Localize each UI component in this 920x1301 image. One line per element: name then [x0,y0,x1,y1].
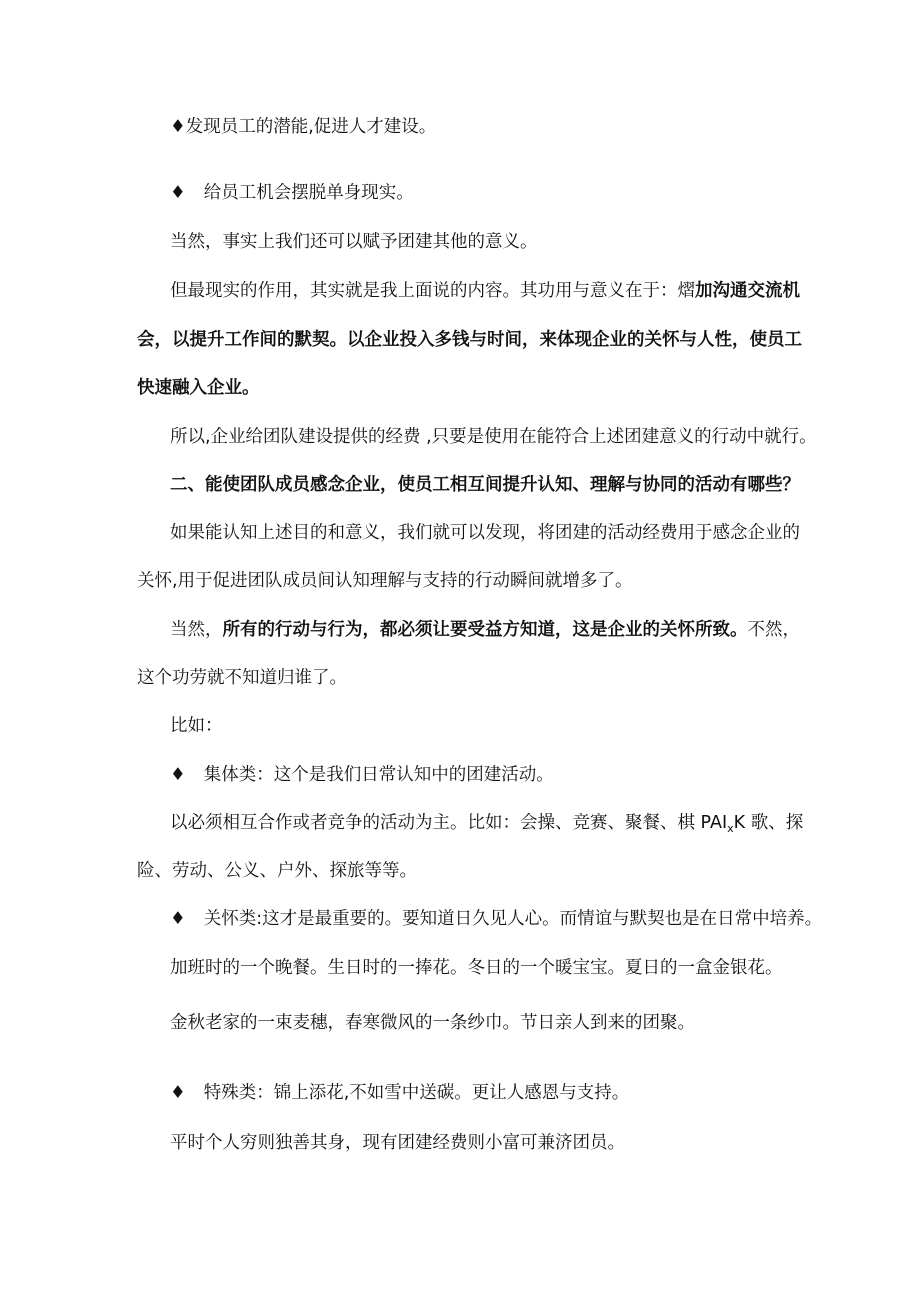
diamond-bullet-icon: ♦ [170,765,186,785]
paragraph-activities-line-2: 险、劳动、公义、户外、探旅等等。 [137,861,417,881]
bullet-paragraph-talent: ♦发现员工的潜能,促进人才建设。 [170,117,437,137]
paragraph-awareness-line-2: 这个功劳就不知道归谁了。 [137,668,347,688]
section-heading-2: 二、能使团队成员感念企业，使员工相互间提升认知、理解与协同的活动有哪些？ [170,475,800,495]
bullet-item-collective: ♦ 集体类：这个是我们日常认知中的团建活动。 [170,765,554,785]
paragraph-function-line-1: 但最现实的作用，其实就是我上面说的内容。其功用与意义在于：熠加沟通交流机 [170,281,800,301]
diamond-bullet-icon: ♦ [170,183,186,203]
diamond-bullet-icon: ♦ [170,1083,186,1103]
paragraph-purpose-line-1: 如果能认知上述目的和意义，我们就可以发现，将团建的活动经费用于感念企业的 [170,523,800,543]
paragraph-function-line-2: 会，以提升工作间的默契。以企业投入多钱与时间，来体现企业的关怀与人性，使员工 [137,330,802,350]
paragraph-purpose-line-2: 关怀,用于促进团队成员间认知理解与支持的行动瞬间就增多了。 [137,571,633,591]
paragraph-care-examples-2: 金秋老家的一束麦穗，春寒微风的一条纱巾。节日亲人到来的团聚。 [170,1013,695,1033]
paragraph-other-meanings: 当然，事实上我们还可以赋予团建其他的意义。 [170,232,538,252]
bullet-item-care: ♦ 关怀类:这才是最重要的。要知道日久见人心。而情谊与默契也是在日常中培养。 [170,909,823,929]
paragraph-activities-line-1: 以必须相互合作或者竞争的活动为主。比如：会操、竞赛、聚餐、棋 $PAI_xK$ 歌、探 [170,813,804,835]
paragraph-awareness-line-1: 当然，所有的行动与行为，都必须让要受益方知道，这是企业的关怀所致。不然， [170,620,800,640]
diamond-bullet-icon: ♦ [170,117,186,137]
paragraph-special-example: 平时个人穷则独善其身，现有团建经费则小富可兼济团员。 [170,1133,625,1153]
paragraph-for-example: 比如： [170,716,223,736]
paragraph-function-line-3: 快速融入企业。 [137,378,260,398]
bullet-paragraph-single: ♦ 给员工机会摆脱单身现实。 [170,183,414,203]
paragraph-care-examples-1: 加班时的一个晚餐。生日时的一捧花。冬日的一个暖宝宝。夏日的一盒金银花。 [170,958,783,978]
paragraph-budget: 所以,企业给团队建设提供的经费 ,只要是使用在能符合上述团建意义的行动中就行。 [170,427,817,447]
bullet-item-special: ♦ 特殊类：锦上添花,不如雪中送碳。更让人感恩与支持。 [170,1083,630,1103]
diamond-bullet-icon: ♦ [170,909,186,929]
